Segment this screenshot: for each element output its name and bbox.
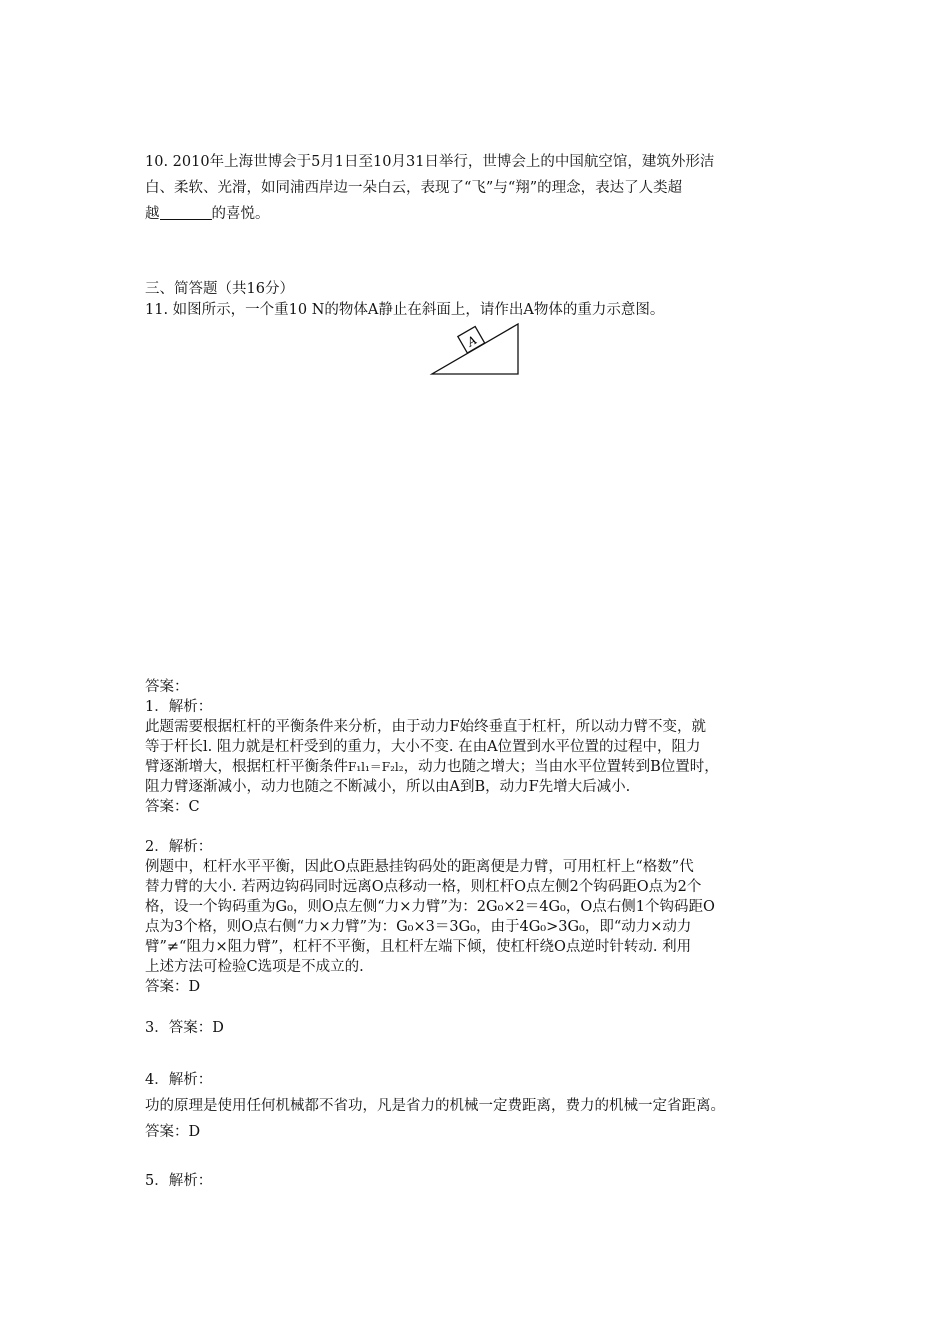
a3-answer: 3．答案：D — [145, 1020, 224, 1036]
incline-figure — [428, 318, 524, 378]
a4-answer: 答案：D — [145, 1124, 201, 1140]
q10-line-3-end: 的喜悦。 — [211, 206, 270, 222]
q10-line-2: 白、柔软、光滑，如同浦西岸边一朵白云，表现了“飞”与“翔”的理念，表达了人类超 — [145, 180, 683, 196]
answers-heading: 答案： — [145, 679, 189, 695]
a2-line-6: 上述方法可检验C选项是不成立的. — [145, 959, 364, 975]
a2-line-1: 例题中，杠杆水平平衡，因此O点距悬挂钩码处的距离便是力臂，可用杠杆上“格数”代 — [145, 859, 694, 875]
section-3-heading: 三、简答题（共16分） — [145, 281, 294, 297]
a1-line-4: 阻力臂逐渐减小，动力也随之不断减小，所以由A到B，动力F先增大后减小. — [145, 779, 631, 795]
a1-line-3-end: ，动力也随之增大；当由水平位置转到B位置时， — [403, 759, 719, 775]
block-a-label: A — [464, 332, 480, 350]
a1-line-3-start: 臂逐渐增大，根据杠杆平衡条件 — [145, 759, 348, 775]
a2-line-4: 点为3个格，则O点右侧“力×力臂”为：G₀×3＝3G₀，由于4G₀>3G₀，即“动力×动力 — [145, 919, 692, 935]
a1-answer: 答案：C — [145, 799, 200, 815]
a2-line-3: 格，设一个钩码重为G₀，则O点左侧“力×力臂”为：2G₀×2＝4G₀，O点右侧1个钩码距O — [145, 899, 715, 915]
a1-title: 1．解析： — [145, 699, 213, 715]
a1-line-3 — [145, 757, 719, 777]
block-a — [458, 327, 485, 353]
a1-line-2: 等于杆长l. 阻力就是杠杆受到的重力，大小不变. 在由A位置到水平位置的过程中，阻力 — [145, 739, 701, 755]
a2-answer: 答案：D — [145, 979, 201, 995]
a4-title: 4．解析： — [145, 1072, 213, 1088]
a1-line-1: 此题需要根据杠杆的平衡条件来分析，由于动力F始终垂直于杠杆，所以动力臂不变，就 — [145, 719, 707, 735]
a2-line-5: 臂”≠“阻力×阻力臂”，杠杆不平衡，且杠杆左端下倾，使杠杆绕O点逆时针转动. 利用 — [145, 939, 692, 955]
q10-line-3 — [145, 204, 270, 224]
q10-line-3-start: 越 — [145, 206, 160, 222]
a4-line-1: 功的原理是使用任何机械都不省功，凡是省力的机械一定费距离，费力的机械一定省距离。 — [145, 1098, 725, 1114]
lever-formula: F₁l₁＝F₂l₂ — [348, 760, 404, 774]
a5-title: 5．解析： — [145, 1173, 213, 1189]
q10-line-1: 10. 2010年上海世博会于5月1日至10月31日举行，世博会上的中国航空馆，建筑外形洁 — [145, 154, 715, 170]
q11-text: 11. 如图所示，一个重10 N的物体A静止在斜面上，请作出A物体的重力示意图。 — [145, 302, 665, 318]
answer-blank — [160, 205, 212, 220]
a2-line-2: 替力臂的大小. 若两边钩码同时远离O点移动一格，则杠杆O点左侧2个钩码距O点为2个 — [145, 879, 702, 895]
a2-title: 2．解析： — [145, 839, 213, 855]
